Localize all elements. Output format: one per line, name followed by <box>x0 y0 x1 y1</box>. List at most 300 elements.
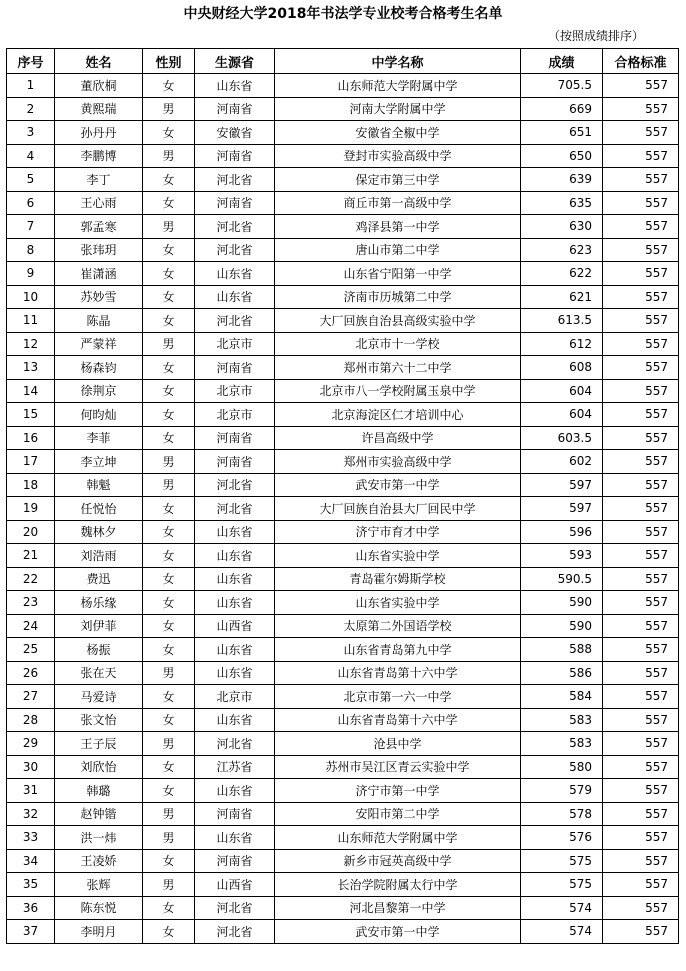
cell-province: 山东省 <box>195 708 275 732</box>
cell-school: 济南市历城第二中学 <box>275 285 521 309</box>
cell-gender: 女 <box>143 755 195 779</box>
header-name: 姓名 <box>55 49 143 74</box>
cell-province: 北京市 <box>195 685 275 709</box>
cell-name: 苏妙雪 <box>55 285 143 309</box>
cell-gender: 女 <box>143 567 195 591</box>
cell-school: 新乡市冠英高级中学 <box>275 849 521 873</box>
cell-name: 魏林夕 <box>55 520 143 544</box>
cell-standard: 557 <box>603 849 679 873</box>
cell-school: 武安市第一中学 <box>275 920 521 944</box>
cell-province: 山西省 <box>195 614 275 638</box>
cell-name: 刘浩雨 <box>55 544 143 568</box>
cell-gender: 女 <box>143 168 195 192</box>
cell-score: 586 <box>521 661 603 685</box>
cell-name: 陈东悦 <box>55 896 143 920</box>
cell-gender: 女 <box>143 426 195 450</box>
cell-standard: 557 <box>603 779 679 803</box>
cell-school: 长治学院附属太行中学 <box>275 873 521 897</box>
cell-standard: 557 <box>603 144 679 168</box>
cell-gender: 女 <box>143 309 195 333</box>
cell-name: 韩璐 <box>55 779 143 803</box>
cell-score: 635 <box>521 191 603 215</box>
cell-school: 山东省青岛第十六中学 <box>275 708 521 732</box>
cell-standard: 557 <box>603 661 679 685</box>
header-province: 生源省 <box>195 49 275 74</box>
cell-name: 张玮玥 <box>55 238 143 262</box>
header-school: 中学名称 <box>275 49 521 74</box>
cell-gender: 男 <box>143 97 195 121</box>
cell-serial: 7 <box>7 215 55 239</box>
cell-province: 北京市 <box>195 403 275 427</box>
cell-score: 596 <box>521 520 603 544</box>
cell-serial: 18 <box>7 473 55 497</box>
cell-standard: 557 <box>603 332 679 356</box>
cell-gender: 男 <box>143 802 195 826</box>
cell-school: 山东省青岛第十六中学 <box>275 661 521 685</box>
cell-standard: 557 <box>603 215 679 239</box>
cell-school: 河南大学附属中学 <box>275 97 521 121</box>
cell-name: 李菲 <box>55 426 143 450</box>
cell-school: 安阳市第二中学 <box>275 802 521 826</box>
cell-score: 604 <box>521 379 603 403</box>
cell-serial: 23 <box>7 591 55 615</box>
cell-name: 杨森钧 <box>55 356 143 380</box>
cell-serial: 9 <box>7 262 55 286</box>
cell-serial: 20 <box>7 520 55 544</box>
cell-standard: 557 <box>603 896 679 920</box>
cell-serial: 17 <box>7 450 55 474</box>
table-row <box>7 473 679 497</box>
cell-standard: 557 <box>603 285 679 309</box>
cell-school: 鸡泽县第一中学 <box>275 215 521 239</box>
cell-standard: 557 <box>603 802 679 826</box>
table-row <box>7 74 679 98</box>
table-row <box>7 708 679 732</box>
cell-name: 董欣桐 <box>55 74 143 98</box>
cell-name: 马爱诗 <box>55 685 143 709</box>
cell-gender: 女 <box>143 262 195 286</box>
table-row <box>7 614 679 638</box>
cell-serial: 2 <box>7 97 55 121</box>
cell-province: 河北省 <box>195 309 275 333</box>
cell-score: 575 <box>521 849 603 873</box>
cell-standard: 557 <box>603 121 679 145</box>
cell-province: 山西省 <box>195 873 275 897</box>
cell-school: 济宁市第一中学 <box>275 779 521 803</box>
cell-province: 河北省 <box>195 896 275 920</box>
cell-standard: 557 <box>603 614 679 638</box>
cell-gender: 女 <box>143 544 195 568</box>
cell-school: 山东省青岛第九中学 <box>275 638 521 662</box>
table-row <box>7 920 679 944</box>
cell-school: 大厂回族自治县高级实验中学 <box>275 309 521 333</box>
table-row <box>7 121 679 145</box>
cell-province: 河南省 <box>195 802 275 826</box>
cell-gender: 女 <box>143 356 195 380</box>
cell-score: 669 <box>521 97 603 121</box>
table-row <box>7 403 679 427</box>
cell-serial: 13 <box>7 356 55 380</box>
cell-serial: 21 <box>7 544 55 568</box>
cell-score: 579 <box>521 779 603 803</box>
table-row <box>7 379 679 403</box>
cell-score: 705.5 <box>521 74 603 98</box>
cell-score: 608 <box>521 356 603 380</box>
cell-name: 杨乐缘 <box>55 591 143 615</box>
cell-gender: 女 <box>143 191 195 215</box>
cell-serial: 19 <box>7 497 55 521</box>
cell-score: 597 <box>521 497 603 521</box>
cell-score: 578 <box>521 802 603 826</box>
cell-gender: 女 <box>143 685 195 709</box>
cell-province: 河北省 <box>195 920 275 944</box>
cell-serial: 15 <box>7 403 55 427</box>
cell-standard: 557 <box>603 238 679 262</box>
cell-serial: 29 <box>7 732 55 756</box>
cell-score: 651 <box>521 121 603 145</box>
cell-standard: 557 <box>603 732 679 756</box>
cell-serial: 35 <box>7 873 55 897</box>
cell-name: 任悦怡 <box>55 497 143 521</box>
cell-name: 王凌娇 <box>55 849 143 873</box>
cell-gender: 男 <box>143 215 195 239</box>
cell-standard: 557 <box>603 379 679 403</box>
cell-province: 山东省 <box>195 285 275 309</box>
header-standard: 合格标准 <box>603 49 679 74</box>
cell-province: 山东省 <box>195 779 275 803</box>
cell-gender: 女 <box>143 638 195 662</box>
cell-province: 江苏省 <box>195 755 275 779</box>
cell-school: 济宁市育才中学 <box>275 520 521 544</box>
table-row <box>7 896 679 920</box>
cell-province: 山东省 <box>195 567 275 591</box>
cell-gender: 女 <box>143 403 195 427</box>
cell-school: 北京市十一学校 <box>275 332 521 356</box>
cell-school: 沧县中学 <box>275 732 521 756</box>
cell-standard: 557 <box>603 873 679 897</box>
cell-score: 630 <box>521 215 603 239</box>
cell-name: 李丁 <box>55 168 143 192</box>
cell-name: 洪一炜 <box>55 826 143 850</box>
cell-serial: 32 <box>7 802 55 826</box>
cell-gender: 女 <box>143 238 195 262</box>
table-row <box>7 285 679 309</box>
cell-school: 许昌高级中学 <box>275 426 521 450</box>
cell-serial: 24 <box>7 614 55 638</box>
cell-serial: 33 <box>7 826 55 850</box>
cell-province: 河南省 <box>195 426 275 450</box>
cell-gender: 女 <box>143 896 195 920</box>
cell-province: 山东省 <box>195 638 275 662</box>
cell-school: 郑州市实验高级中学 <box>275 450 521 474</box>
cell-province: 河北省 <box>195 215 275 239</box>
cell-province: 北京市 <box>195 379 275 403</box>
cell-school: 苏州市吴江区青云实验中学 <box>275 755 521 779</box>
cell-province: 河北省 <box>195 168 275 192</box>
cell-standard: 557 <box>603 497 679 521</box>
table-row <box>7 544 679 568</box>
cell-score: 584 <box>521 685 603 709</box>
cell-serial: 11 <box>7 309 55 333</box>
cell-score: 612 <box>521 332 603 356</box>
cell-standard: 557 <box>603 567 679 591</box>
cell-score: 613.5 <box>521 309 603 333</box>
cell-province: 河北省 <box>195 497 275 521</box>
cell-name: 徐荆京 <box>55 379 143 403</box>
cell-standard: 557 <box>603 591 679 615</box>
cell-score: 590 <box>521 614 603 638</box>
cell-gender: 女 <box>143 379 195 403</box>
table-row <box>7 826 679 850</box>
cell-serial: 14 <box>7 379 55 403</box>
cell-serial: 26 <box>7 661 55 685</box>
cell-score: 597 <box>521 473 603 497</box>
cell-standard: 557 <box>603 920 679 944</box>
cell-name: 王子辰 <box>55 732 143 756</box>
table-row <box>7 168 679 192</box>
cell-serial: 4 <box>7 144 55 168</box>
cell-serial: 25 <box>7 638 55 662</box>
cell-standard: 557 <box>603 544 679 568</box>
cell-score: 583 <box>521 708 603 732</box>
cell-score: 603.5 <box>521 426 603 450</box>
cell-name: 王心雨 <box>55 191 143 215</box>
table-row <box>7 520 679 544</box>
cell-serial: 6 <box>7 191 55 215</box>
table-row <box>7 661 679 685</box>
cell-province: 河南省 <box>195 144 275 168</box>
cell-school: 武安市第一中学 <box>275 473 521 497</box>
cell-province: 山东省 <box>195 74 275 98</box>
table-row <box>7 309 679 333</box>
cell-name: 张在天 <box>55 661 143 685</box>
cell-province: 山东省 <box>195 591 275 615</box>
table-row <box>7 802 679 826</box>
cell-school: 北京市八一学校附属玉泉中学 <box>275 379 521 403</box>
cell-standard: 557 <box>603 450 679 474</box>
cell-score: 622 <box>521 262 603 286</box>
cell-score: 590.5 <box>521 567 603 591</box>
cell-province: 山东省 <box>195 661 275 685</box>
cell-name: 韩魁 <box>55 473 143 497</box>
cell-school: 山东师范大学附属中学 <box>275 826 521 850</box>
cell-standard: 557 <box>603 708 679 732</box>
cell-standard: 557 <box>603 356 679 380</box>
table-row <box>7 779 679 803</box>
cell-score: 623 <box>521 238 603 262</box>
cell-province: 河北省 <box>195 473 275 497</box>
cell-province: 山东省 <box>195 262 275 286</box>
cell-school: 郑州市第六十二中学 <box>275 356 521 380</box>
table-row <box>7 238 679 262</box>
cell-province: 河北省 <box>195 732 275 756</box>
cell-gender: 男 <box>143 661 195 685</box>
cell-gender: 男 <box>143 450 195 474</box>
cell-gender: 女 <box>143 520 195 544</box>
cell-gender: 女 <box>143 849 195 873</box>
table-row <box>7 591 679 615</box>
cell-serial: 1 <box>7 74 55 98</box>
cell-school: 山东省宁阳第一中学 <box>275 262 521 286</box>
cell-serial: 34 <box>7 849 55 873</box>
table-row <box>7 144 679 168</box>
cell-standard: 557 <box>603 426 679 450</box>
cell-score: 583 <box>521 732 603 756</box>
cell-school: 北京海淀区仁才培训中心 <box>275 403 521 427</box>
cell-standard: 557 <box>603 191 679 215</box>
cell-school: 山东师范大学附属中学 <box>275 74 521 98</box>
cell-score: 588 <box>521 638 603 662</box>
cell-name: 严蒙祥 <box>55 332 143 356</box>
table-row <box>7 638 679 662</box>
cell-standard: 557 <box>603 168 679 192</box>
cell-name: 费迅 <box>55 567 143 591</box>
cell-province: 河北省 <box>195 238 275 262</box>
cell-school: 山东省实验中学 <box>275 591 521 615</box>
cell-gender: 女 <box>143 74 195 98</box>
cell-province: 北京市 <box>195 332 275 356</box>
cell-name: 李鹏博 <box>55 144 143 168</box>
cell-standard: 557 <box>603 309 679 333</box>
cell-standard: 557 <box>603 403 679 427</box>
cell-serial: 16 <box>7 426 55 450</box>
cell-name: 杨振 <box>55 638 143 662</box>
cell-school: 太原第二外国语学校 <box>275 614 521 638</box>
cell-name: 李明月 <box>55 920 143 944</box>
cell-gender: 女 <box>143 614 195 638</box>
cell-serial: 27 <box>7 685 55 709</box>
cell-province: 河南省 <box>195 97 275 121</box>
cell-gender: 女 <box>143 497 195 521</box>
cell-school: 河北昌黎第一中学 <box>275 896 521 920</box>
cell-name: 崔潇涵 <box>55 262 143 286</box>
sort-note: （按照成绩排序） <box>547 29 644 43</box>
cell-name: 陈晶 <box>55 309 143 333</box>
cell-serial: 12 <box>7 332 55 356</box>
cell-standard: 557 <box>603 755 679 779</box>
cell-gender: 女 <box>143 121 195 145</box>
cell-province: 山东省 <box>195 520 275 544</box>
cell-gender: 男 <box>143 473 195 497</box>
table-header-row <box>7 49 679 74</box>
cell-gender: 男 <box>143 332 195 356</box>
cell-name: 张辉 <box>55 873 143 897</box>
cell-serial: 28 <box>7 708 55 732</box>
cell-standard: 557 <box>603 262 679 286</box>
table-row <box>7 426 679 450</box>
cell-score: 621 <box>521 285 603 309</box>
cell-standard: 557 <box>603 74 679 98</box>
cell-name: 何昀灿 <box>55 403 143 427</box>
cell-serial: 31 <box>7 779 55 803</box>
cell-score: 575 <box>521 873 603 897</box>
cell-gender: 女 <box>143 779 195 803</box>
table-row <box>7 567 679 591</box>
cell-school: 商丘市第一高级中学 <box>275 191 521 215</box>
cell-score: 593 <box>521 544 603 568</box>
cell-school: 安徽省全椒中学 <box>275 121 521 145</box>
cell-province: 安徽省 <box>195 121 275 145</box>
cell-name: 孙丹丹 <box>55 121 143 145</box>
table-row <box>7 873 679 897</box>
cell-school: 大厂回族自治县大厂回民中学 <box>275 497 521 521</box>
cell-score: 574 <box>521 920 603 944</box>
cell-school: 青岛霍尔姆斯学校 <box>275 567 521 591</box>
cell-gender: 男 <box>143 732 195 756</box>
cell-name: 黄熙瑞 <box>55 97 143 121</box>
cell-score: 604 <box>521 403 603 427</box>
cell-serial: 5 <box>7 168 55 192</box>
cell-name: 张文怡 <box>55 708 143 732</box>
cell-province: 河南省 <box>195 191 275 215</box>
cell-province: 山东省 <box>195 826 275 850</box>
table-row <box>7 97 679 121</box>
cell-serial: 30 <box>7 755 55 779</box>
cell-score: 650 <box>521 144 603 168</box>
cell-score: 639 <box>521 168 603 192</box>
cell-gender: 女 <box>143 920 195 944</box>
cell-name: 李立坤 <box>55 450 143 474</box>
table-row <box>7 356 679 380</box>
cell-school: 山东省实验中学 <box>275 544 521 568</box>
cell-province: 河南省 <box>195 450 275 474</box>
cell-standard: 557 <box>603 685 679 709</box>
cell-name: 郭孟寒 <box>55 215 143 239</box>
document-title: 中央财经大学2018年书法学专业校考合格考生名单 <box>183 6 503 22</box>
qualified-candidates-table <box>6 48 679 944</box>
cell-serial: 22 <box>7 567 55 591</box>
cell-gender: 男 <box>143 826 195 850</box>
cell-score: 590 <box>521 591 603 615</box>
cell-standard: 557 <box>603 520 679 544</box>
cell-school: 登封市实验高级中学 <box>275 144 521 168</box>
table-body <box>7 74 679 944</box>
cell-score: 574 <box>521 896 603 920</box>
cell-school: 北京市第一六一中学 <box>275 685 521 709</box>
cell-province: 河南省 <box>195 849 275 873</box>
header-score: 成绩 <box>521 49 603 74</box>
cell-score: 580 <box>521 755 603 779</box>
cell-name: 刘欣怡 <box>55 755 143 779</box>
cell-standard: 557 <box>603 826 679 850</box>
table-row <box>7 450 679 474</box>
table-row <box>7 849 679 873</box>
table-row <box>7 497 679 521</box>
cell-serial: 37 <box>7 920 55 944</box>
cell-gender: 女 <box>143 708 195 732</box>
cell-name: 赵钟锴 <box>55 802 143 826</box>
cell-standard: 557 <box>603 638 679 662</box>
cell-school: 保定市第三中学 <box>275 168 521 192</box>
cell-province: 河南省 <box>195 356 275 380</box>
cell-standard: 557 <box>603 473 679 497</box>
header-gender: 性别 <box>143 49 195 74</box>
cell-gender: 女 <box>143 285 195 309</box>
table-row <box>7 755 679 779</box>
cell-serial: 8 <box>7 238 55 262</box>
cell-serial: 36 <box>7 896 55 920</box>
header-serial: 序号 <box>7 49 55 74</box>
cell-serial: 3 <box>7 121 55 145</box>
table-row <box>7 191 679 215</box>
cell-score: 602 <box>521 450 603 474</box>
cell-name: 刘伊菲 <box>55 614 143 638</box>
cell-serial: 10 <box>7 285 55 309</box>
table-row <box>7 685 679 709</box>
cell-province: 山东省 <box>195 544 275 568</box>
cell-school: 唐山市第二中学 <box>275 238 521 262</box>
cell-standard: 557 <box>603 97 679 121</box>
